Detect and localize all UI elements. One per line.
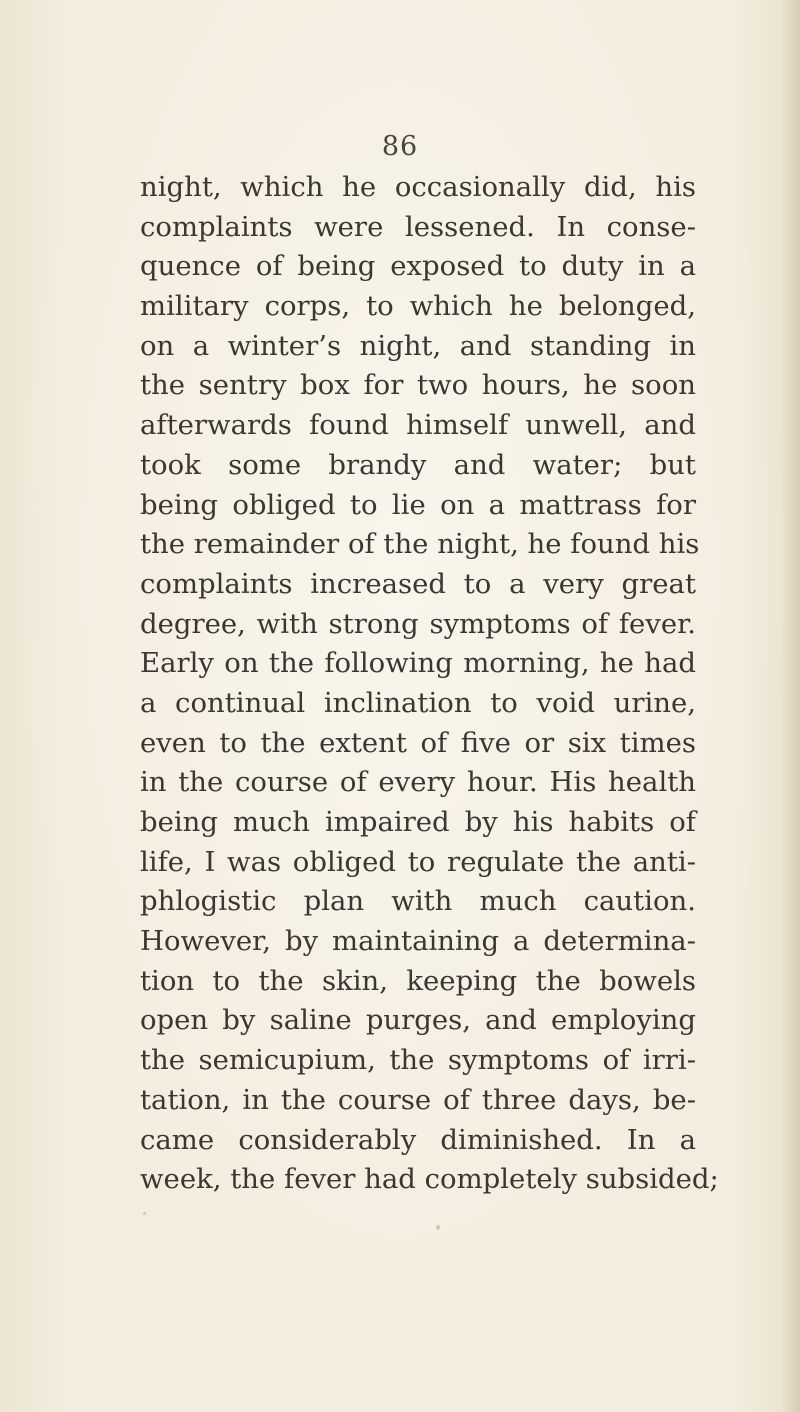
- text-line: afterwards found himself unwell, and: [140, 409, 696, 442]
- paper-speck: [436, 1225, 440, 1230]
- paper-speck: [143, 1212, 146, 1215]
- text-line: in the course of every hour. His health: [140, 766, 696, 799]
- text-line: complaints were lessened. In conse-: [140, 210, 696, 243]
- text-line: a continual inclination to void urine,: [140, 686, 696, 719]
- text-line: quence of being exposed to duty in a: [140, 250, 696, 283]
- text-line: week, the fever had completely subsided;: [140, 1163, 719, 1196]
- body-text: [140, 168, 719, 1200]
- text-line: being much impaired by his habits of: [140, 806, 696, 838]
- text-line: the remainder of the night, he found his: [140, 528, 700, 561]
- page-edge-shadow: [782, 0, 800, 1412]
- text-line: tion to the skin, keeping the bowels: [140, 964, 696, 997]
- text-line: came considerably diminished. In a: [140, 1123, 696, 1156]
- text-line: night, which he occasionally did, his: [140, 171, 696, 203]
- text-line: even to the extent of five or six times: [140, 726, 696, 759]
- page-number: 86: [381, 131, 419, 162]
- text-line: took some brandy and water; but: [140, 448, 696, 481]
- text-line: military corps, to which he belonged,: [140, 290, 696, 323]
- text-line: the semicupium, the symptoms of irri-: [140, 1044, 696, 1077]
- text-line: the sentry box for two hours, he soon: [140, 369, 696, 402]
- text-line: tation, in the course of three days, be-: [140, 1083, 696, 1116]
- text-line: life, I was obliged to regulate the anti-: [140, 845, 696, 878]
- text-line: open by saline purges, and employing: [140, 1004, 696, 1037]
- text-line: degree, with strong symptoms of fever.: [140, 607, 696, 640]
- text-line: being obliged to lie on a mattrass for: [140, 488, 696, 521]
- text-line: complaints increased to a very great: [140, 567, 696, 600]
- text-line: Early on the following morning, he had: [140, 647, 696, 680]
- text-line: phlogistic plan with much caution.: [140, 885, 696, 918]
- text-line: on a winter’s night, and standing in: [140, 329, 696, 362]
- text-line: However, by maintaining a determina-: [140, 925, 696, 958]
